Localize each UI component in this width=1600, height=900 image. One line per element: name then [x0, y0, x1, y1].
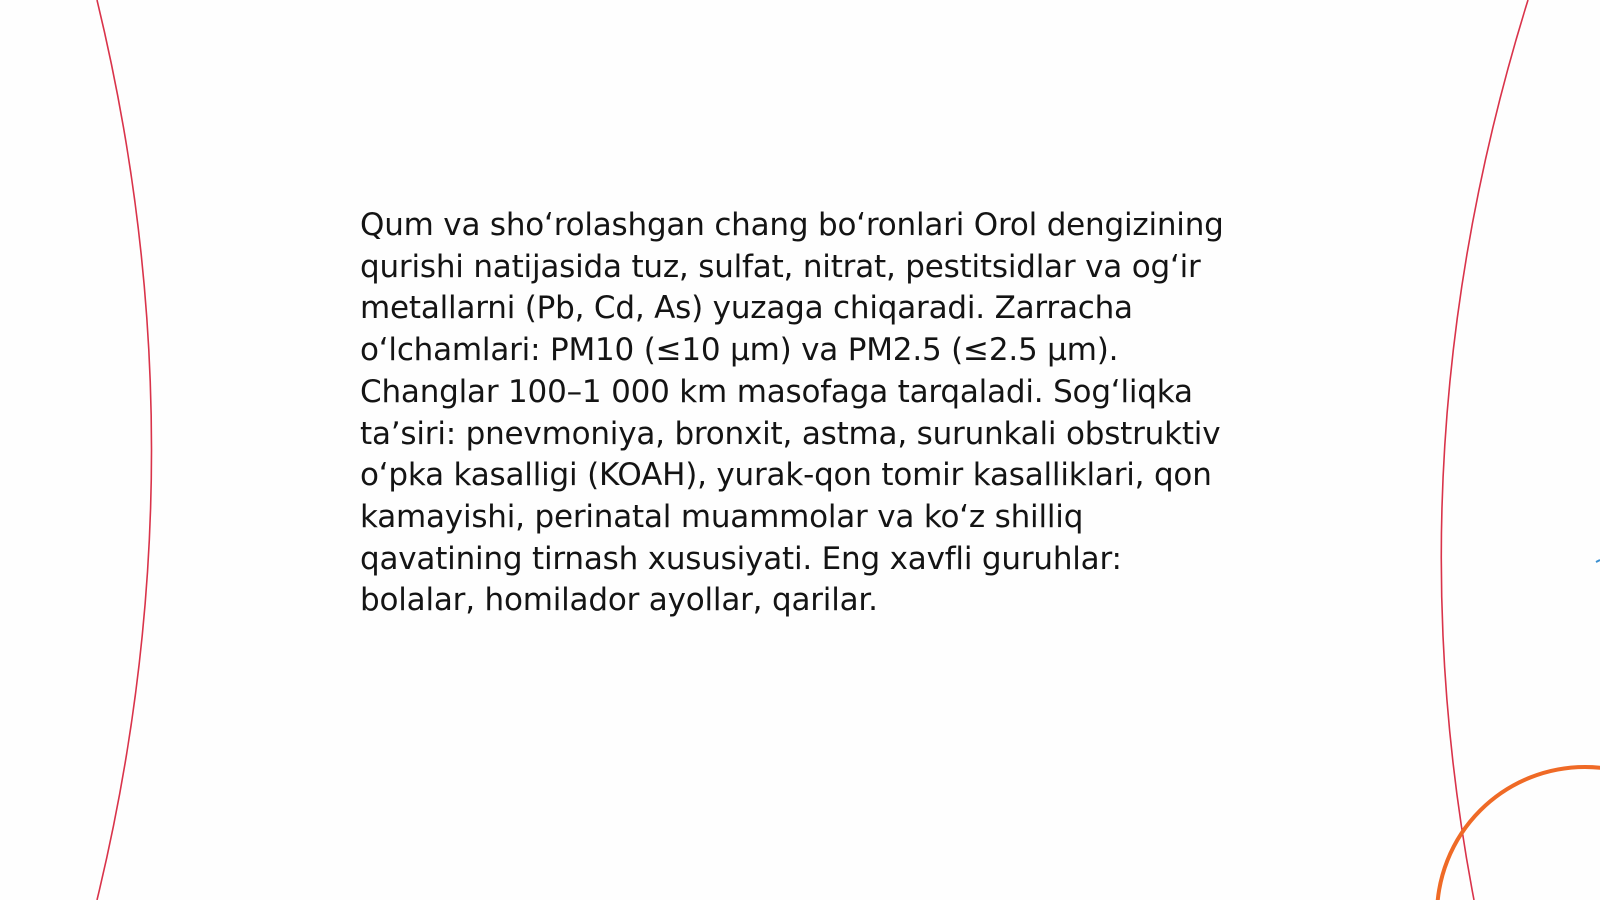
orange-circle-outline: [1437, 767, 1600, 900]
right-curve-line: [1441, 0, 1528, 900]
blue-accent-mark: [1596, 560, 1600, 562]
body-paragraph: Qum va sho‘rolashgan chang bo‘ronlari Orol dengizining qurishi natijasida tuz, sulfat, nitrat, pestitsidlar va og‘ir metallarni (Pb, Cd, As) yuzaga chiqaradi. Zarracha o‘lchamlari: PM10 (≤10 µm) va PM2.5 (≤2.5 µm). Changlar 100–1 000 km masofaga tarqaladi. Sog‘liqka ta’siri: pnevmoniya, bronxit, astma, surunkali obstruktiv o‘pka kasalligi (KOAH), yurak-qon tomir kasalliklari, qon kamayishi, perinatal muammolar va ko‘z shilliq qavatining tirnash xususiyati. Eng xavfli guruhlar: bolalar, homilador ayollar, qarilar.: [360, 207, 1224, 619]
left-curve-line: [97, 0, 152, 900]
